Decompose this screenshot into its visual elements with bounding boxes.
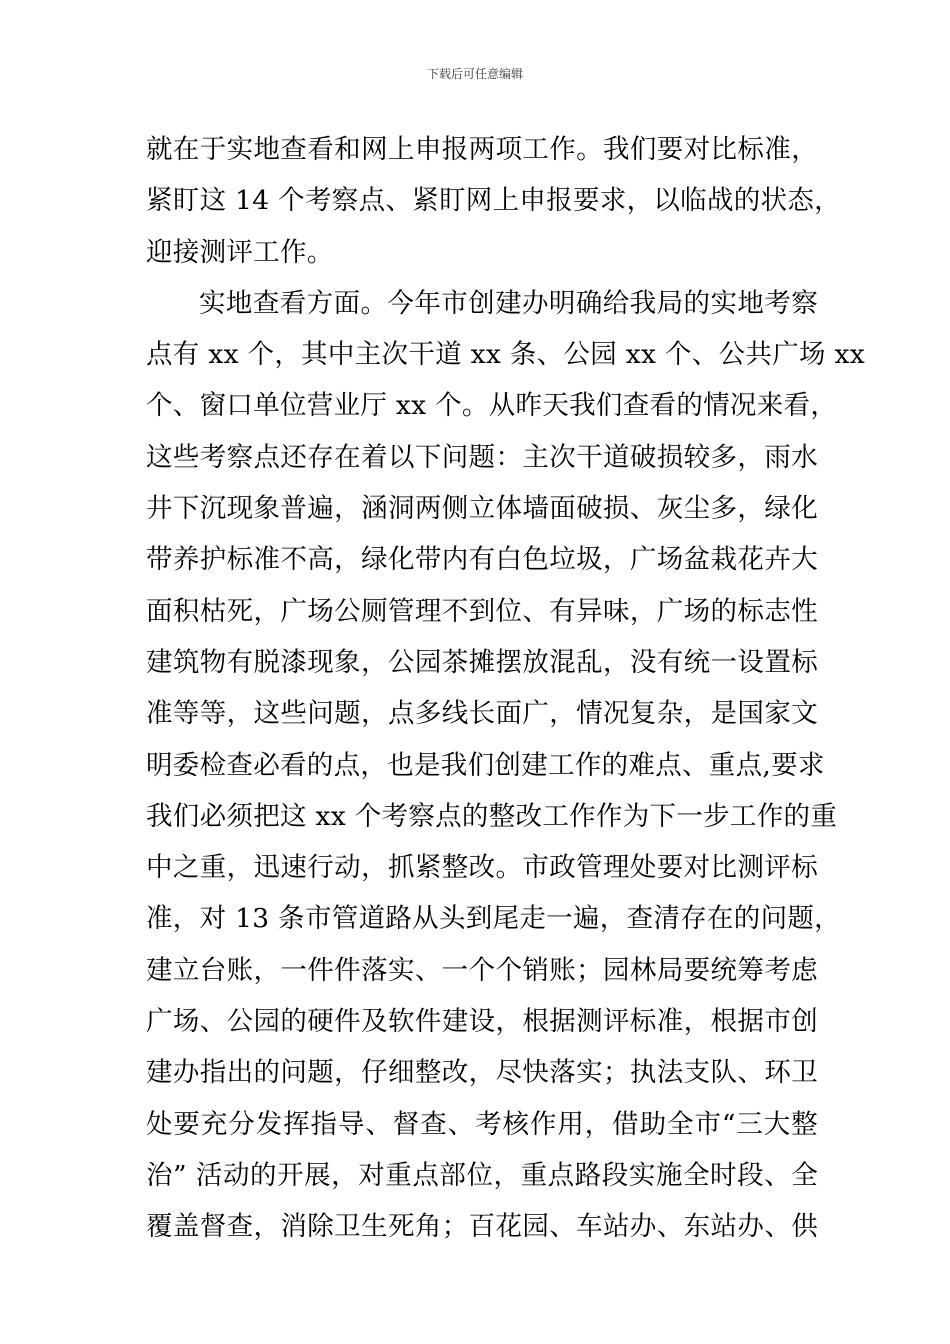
text-line: 我们必须把这 xx 个考察点的整改工作作为下一步工作的重 xyxy=(146,800,838,832)
text-line: 面积枯死，广场公厕管理不到位、有异味，广场的标志性 xyxy=(146,595,818,627)
text-line: 点有 xx 个，其中主次干道 xx 条、公园 xx 个、公共广场 xx xyxy=(146,339,866,371)
text-line: 中之重，迅速行动，抓紧整改。市政管理处要对比测评标 xyxy=(146,852,818,884)
text-line: 井下沉现象普遍，涵洞两侧立体墙面破损、灰尘多，绿化 xyxy=(146,493,818,525)
text-line: 带养护标准不高，绿化带内有白色垃圾，广场盆栽花卉大 xyxy=(146,544,818,576)
text-line: 个、窗口单位营业厅 xx 个。从昨天我们查看的情况来看， xyxy=(146,390,838,422)
text-line: 这些考察点还存在着以下问题：主次干道破损较多，雨水 xyxy=(146,441,818,473)
text-line: 覆盖督查，消除卫生死角；百花园、车站办、东站办、供 xyxy=(146,1211,818,1243)
text-line: 治” 活动的开展，对重点部位，重点路段实施全时段、全 xyxy=(146,1159,818,1191)
text-line: 实地查看方面。今年市创建办明确给我局的实地考察 xyxy=(199,287,818,319)
text-line: 迎接测评工作。 xyxy=(146,236,334,268)
document-body xyxy=(146,124,866,1253)
text-line: 准等等，这些问题，点多线长面广，情况复杂，是国家文 xyxy=(146,698,818,730)
text-line: 准，对 13 条市管道路从头到尾走一遍，查清存在的问题， xyxy=(146,903,841,935)
text-line: 建筑物有脱漆现象，公园茶摊摆放混乱，没有统一设置标 xyxy=(146,646,818,678)
text-line: 就在于实地查看和网上申报两项工作。我们要对比标准， xyxy=(146,134,818,165)
page-header: 下载后可任意编辑 xyxy=(426,67,523,81)
text-line: 广场、公园的硬件及软件建设，根据测评标准，根据市创 xyxy=(146,1006,818,1038)
text-line: 处要充分发挥指导、督查、考核作用，借助全市“三大整 xyxy=(146,1108,818,1140)
text-line: 建立台账，一件件落实、一个个销账；园林局要统筹考虑 xyxy=(146,954,818,986)
text-line: 紧盯这 14 个考察点、紧盯网上申报要求，以临战的状态， xyxy=(146,185,841,217)
text-line: 建办指出的问题，仔细整改，尽快落实；执法支队、环卫 xyxy=(146,1057,818,1089)
text-line: 明委检查必看的点，也是我们创建工作的难点、重点,要求 xyxy=(146,749,825,781)
